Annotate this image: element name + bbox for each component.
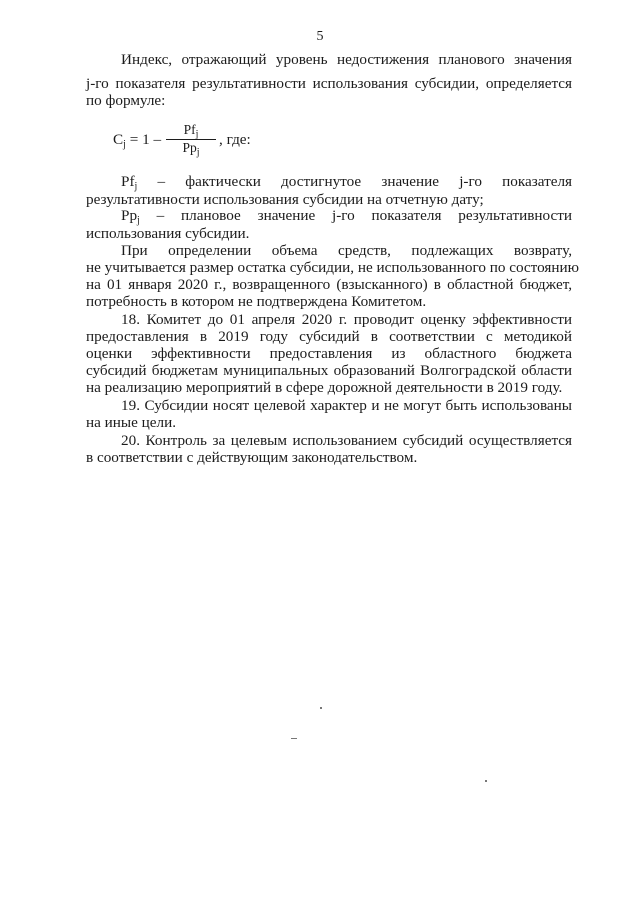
- definition-pf-line-1: [121, 173, 572, 190]
- word: фактически: [185, 173, 261, 190]
- return-line-1: При определении объема средств, подлежащих возврату,: [121, 242, 572, 259]
- definition-pp-line-2: использования субсидии.: [86, 225, 250, 242]
- intro-line-3: по формуле:: [86, 92, 166, 109]
- word: значение: [381, 173, 439, 190]
- dash: –: [156, 207, 165, 224]
- formula-fraction: [166, 122, 216, 156]
- para-20-line-1: 20. Контроль за целевым использованием субсидий осуществляется: [121, 432, 572, 449]
- word: j-го: [459, 173, 482, 190]
- dash: –: [157, 173, 166, 190]
- symbol-pp: $Pp_j$: [121, 207, 140, 226]
- return-line-4: потребность в котором не подтверждена Комитетом.: [86, 293, 427, 310]
- para-18-line-4: субсидий бюджетам муниципальных образований Волгоградской области: [86, 362, 572, 379]
- intro-line-2: j-го показателя результативности использования субсидии, определяется: [86, 75, 572, 92]
- para-20-line-2: в соответствии с действующим законодательством.: [86, 449, 418, 466]
- formula-denominator: $Pp_j$: [182, 140, 200, 158]
- formula-tail: , где:: [219, 131, 251, 148]
- para-19-line-1: 19. Субсидии носят целевой характер и не могут быть использованы: [121, 397, 572, 414]
- word: j-го: [332, 207, 355, 224]
- scan-speck: [485, 780, 487, 782]
- word: показателя: [371, 207, 442, 224]
- definition-pp-line-1: [121, 207, 572, 224]
- para-18-line-2: предоставления в 2019 году субсидий в соответствии с методикой: [86, 328, 572, 345]
- formula-lhs: $C_j = 1$ –: [113, 131, 162, 150]
- intro-line-1: Индекс, отражающий уровень недостижения планового значения: [121, 51, 572, 68]
- para-19-line-2: на иные цели.: [86, 414, 177, 431]
- return-line-2: не учитывается размер остатка субсидии, не использованного по состоянию: [86, 259, 580, 276]
- scan-speck: [291, 738, 297, 739]
- scan-speck: [320, 707, 322, 709]
- word: показателя: [502, 173, 573, 190]
- definition-pf-line-2: результативности использования субсидии на отчетную дату;: [86, 191, 484, 208]
- symbol-pf: $Pf_j$: [121, 173, 138, 192]
- return-line-3: на 01 января 2020 г., возвращенного (взысканного) в областной бюджет,: [86, 276, 572, 293]
- para-18-line-3: оценки эффективности предоставления из областного бюджета: [86, 345, 572, 362]
- word: плановое: [181, 207, 241, 224]
- para-18-line-1: 18. Комитет до 01 апреля 2020 г. проводит оценку эффективности: [121, 311, 572, 328]
- formula-numerator: $Pf_j$: [183, 122, 199, 140]
- page-number: 5: [316, 29, 324, 44]
- word: достигнутое: [281, 173, 362, 190]
- word: значение: [257, 207, 316, 224]
- word: результативности: [458, 207, 573, 224]
- para-18-line-5: на реализацию мероприятий в сфере дорожной деятельности в 2019 году.: [86, 379, 563, 396]
